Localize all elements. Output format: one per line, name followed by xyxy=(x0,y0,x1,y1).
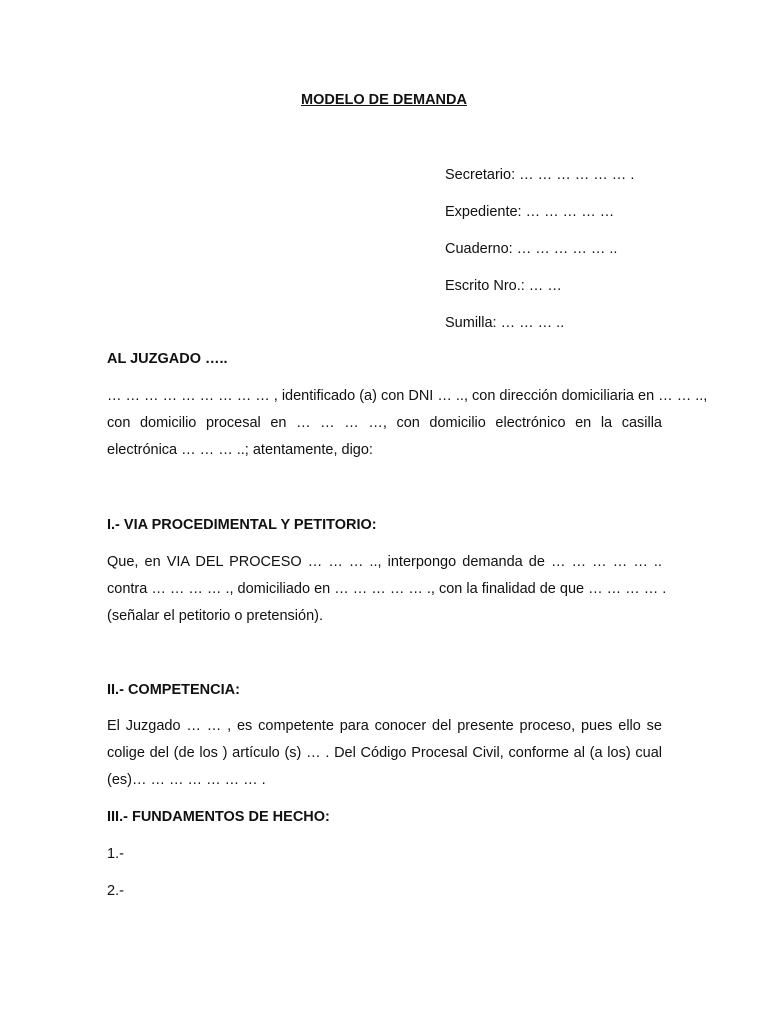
section2-line: El Juzgado … … , es competente para conocer del presente proceso, pues ello se xyxy=(107,718,662,734)
fact-item: 2.- xyxy=(107,883,124,899)
intro-line: con domicilio procesal en … … … …, con domicilio electrónico en la casilla xyxy=(107,415,662,431)
addressee-heading: AL JUZGADO ….. xyxy=(107,351,228,367)
fact-item: 1.- xyxy=(107,846,124,862)
section2-line: colige del (de los ) artículo (s) … . Del Código Procesal Civil, conforme al (a los) cual xyxy=(107,745,662,761)
section2-line: (es)… … … … … … … . xyxy=(107,772,266,788)
section1-line: Que, en VIA DEL PROCESO … … … .., interpongo demanda de … … … … … .. xyxy=(107,554,662,570)
document-title: MODELO DE DEMANDA xyxy=(301,92,467,108)
section1-heading: I.- VIA PROCEDIMENTAL Y PETITORIO: xyxy=(107,517,377,533)
section3-heading: III.- FUNDAMENTOS DE HECHO: xyxy=(107,809,330,825)
section2-heading: II.- COMPETENCIA: xyxy=(107,682,240,698)
section1-paragraph xyxy=(107,549,667,630)
escrito-line: Escrito Nro.: … … xyxy=(445,278,562,294)
expediente-line: Expediente: … … … … … xyxy=(445,204,615,220)
sumilla-line: Sumilla: … … … .. xyxy=(445,315,565,331)
secretario-line: Secretario: … … … … … … . xyxy=(445,167,635,183)
section1-line: (señalar el petitorio o pretensión). xyxy=(107,608,324,624)
section2-paragraph xyxy=(107,713,662,794)
intro-paragraph xyxy=(107,383,708,464)
case-metadata xyxy=(445,166,745,351)
cuaderno-line: Cuaderno: … … … … … .. xyxy=(445,241,618,257)
intro-line: … … … … … … … … … , identificado (a) con DNI … .., con dirección domiciliaria en … … .., xyxy=(107,388,708,404)
section1-line: contra … … … … ., domiciliado en … … … … … ., con la finalidad de que … … … … . xyxy=(107,581,667,597)
intro-line: electrónica … … … ..; atentamente, digo: xyxy=(107,442,373,458)
